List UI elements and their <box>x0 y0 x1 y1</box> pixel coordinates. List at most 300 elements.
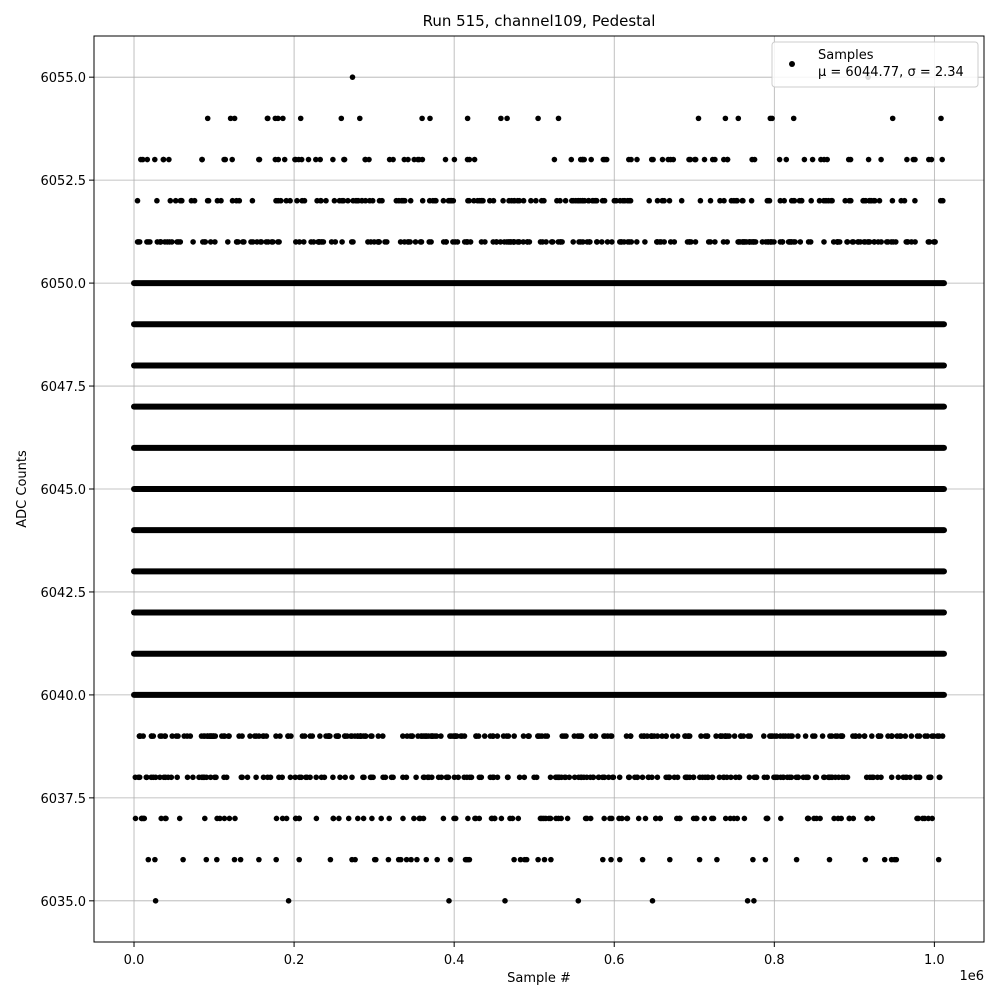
sample-point <box>250 198 256 204</box>
sample-point <box>844 239 850 245</box>
sample-point <box>893 239 899 245</box>
sample-point <box>180 857 186 863</box>
sample-point <box>151 733 157 739</box>
sample-point <box>434 857 440 863</box>
sample-point <box>276 239 282 245</box>
sample-point <box>763 857 769 863</box>
sample-point <box>795 774 801 780</box>
sample-point <box>687 733 693 739</box>
sample-point <box>234 239 240 245</box>
sample-point <box>580 157 586 163</box>
sample-point <box>479 774 485 780</box>
sample-point <box>657 816 663 822</box>
sample-point <box>922 733 928 739</box>
sample-point <box>350 239 356 245</box>
sample-point <box>697 774 703 780</box>
sample-point <box>752 239 758 245</box>
sample-point <box>617 857 623 863</box>
sample-point <box>377 198 383 204</box>
sample-point <box>649 157 655 163</box>
sample-point <box>452 157 458 163</box>
sample-point <box>848 198 854 204</box>
sample-point <box>732 733 738 739</box>
sample-point <box>588 774 594 780</box>
sample-point <box>558 239 564 245</box>
sample-point <box>185 774 191 780</box>
sample-point <box>575 733 581 739</box>
sample-point <box>429 774 435 780</box>
sample-point <box>634 239 640 245</box>
sample-point <box>838 816 844 822</box>
sample-point <box>624 816 630 822</box>
sample-point <box>691 774 697 780</box>
sample-point <box>245 774 251 780</box>
x-tick-label: 0.4 <box>443 953 465 968</box>
sample-point <box>863 857 869 863</box>
sample-point <box>448 198 454 204</box>
sample-point <box>146 857 152 863</box>
sample-point <box>871 239 877 245</box>
sample-point <box>232 857 238 863</box>
sample-point <box>655 198 661 204</box>
sample-point <box>660 157 666 163</box>
sample-point <box>461 774 467 780</box>
sample-point <box>663 733 669 739</box>
sample-point <box>561 733 567 739</box>
sample-point <box>770 733 776 739</box>
sample-point <box>313 157 319 163</box>
sample-point <box>169 774 175 780</box>
sample-point <box>692 157 698 163</box>
sample-point <box>747 774 753 780</box>
sample-point <box>232 816 238 822</box>
sample-point <box>401 198 407 204</box>
sample-point <box>784 157 790 163</box>
x-tick-label: 0.2 <box>283 953 305 968</box>
sample-point <box>516 239 522 245</box>
sample-point <box>250 239 256 245</box>
sample-point <box>535 116 541 122</box>
sample-point <box>818 157 824 163</box>
sample-point <box>200 774 206 780</box>
sample-point <box>370 198 376 204</box>
sample-point <box>226 733 232 739</box>
sample-point <box>912 157 918 163</box>
sample-point <box>359 198 365 204</box>
legend-stats: μ = 6044.77, σ = 2.34 <box>818 65 964 80</box>
sample-point <box>708 198 714 204</box>
sample-point <box>882 857 888 863</box>
sample-point <box>346 816 352 822</box>
sample-point <box>296 857 302 863</box>
sample-point <box>298 116 304 122</box>
sample-point <box>594 239 600 245</box>
sample-point <box>360 774 366 780</box>
sample-point <box>789 198 795 204</box>
sample-point <box>878 733 884 739</box>
sample-point <box>293 157 299 163</box>
sample-point <box>405 157 411 163</box>
sample-point <box>202 816 208 822</box>
sample-point <box>813 774 819 780</box>
sample-point <box>650 898 656 904</box>
sample-point <box>912 198 918 204</box>
sample-point <box>632 774 638 780</box>
sample-point <box>702 816 708 822</box>
sample-point <box>330 816 336 822</box>
sample-point <box>607 816 613 822</box>
sample-point <box>168 198 174 204</box>
sample-point <box>640 857 646 863</box>
sample-point <box>390 774 396 780</box>
sample-point <box>217 816 223 822</box>
sample-point <box>905 239 911 245</box>
sample-point <box>831 816 837 822</box>
sample-point <box>827 857 833 863</box>
sample-point <box>708 239 714 245</box>
sample-point <box>236 733 242 739</box>
sample-point <box>697 857 703 863</box>
sample-point <box>341 198 347 204</box>
sample-point <box>525 733 531 739</box>
sample-point <box>909 733 915 739</box>
sample-point <box>465 816 471 822</box>
sample-point <box>550 239 556 245</box>
sample-point <box>684 774 690 780</box>
sample-point <box>808 239 814 245</box>
sample-point <box>745 898 751 904</box>
sample-point <box>562 774 568 780</box>
sample-point <box>583 816 589 822</box>
sample-point <box>350 74 356 80</box>
sample-point <box>871 198 877 204</box>
sample-point <box>446 898 452 904</box>
sample-point <box>372 857 378 863</box>
sample-point <box>390 157 396 163</box>
sample-point <box>278 198 284 204</box>
sample-point <box>589 733 595 739</box>
sample-point <box>369 774 375 780</box>
sample-point <box>376 239 382 245</box>
sample-point <box>516 816 522 822</box>
sample-point <box>677 816 683 822</box>
sample-point <box>452 239 458 245</box>
sample-point <box>415 733 421 739</box>
sample-point <box>570 239 576 245</box>
sample-point <box>511 857 517 863</box>
sample-point <box>726 733 732 739</box>
sample-point <box>348 733 354 739</box>
y-tick-label: 6052.5 <box>40 174 86 190</box>
sample-point <box>286 898 292 904</box>
sample-point <box>313 774 319 780</box>
sample-point <box>624 733 630 739</box>
sample-point <box>208 733 214 739</box>
x-tick-label: 0.8 <box>763 953 785 968</box>
sample-point <box>421 774 427 780</box>
sample-point <box>421 733 427 739</box>
sample-point <box>898 198 904 204</box>
sample-point <box>176 239 182 245</box>
sample-point <box>926 157 932 163</box>
sample-point <box>462 239 468 245</box>
sample-point <box>640 774 646 780</box>
sample-point <box>489 816 495 822</box>
sample-point <box>511 239 517 245</box>
sample-point <box>330 157 336 163</box>
sample-point <box>741 239 747 245</box>
sample-point <box>261 733 267 739</box>
sample-point <box>417 816 423 822</box>
sample-point <box>175 733 181 739</box>
sample-point <box>869 733 875 739</box>
sample-point <box>265 116 271 122</box>
sample-point <box>705 774 711 780</box>
sample-point <box>768 239 774 245</box>
sample-point <box>432 198 438 204</box>
sample-point <box>619 816 625 822</box>
sample-point <box>717 774 723 780</box>
legend <box>772 42 978 87</box>
sample-point <box>504 733 510 739</box>
sample-point <box>205 198 211 204</box>
sample-point <box>749 157 755 163</box>
sample-point <box>668 157 674 163</box>
sample-point <box>190 239 196 245</box>
sample-point <box>914 816 920 822</box>
sample-point <box>152 157 158 163</box>
sample-point <box>339 239 345 245</box>
sample-point <box>491 774 497 780</box>
sample-point <box>386 857 392 863</box>
sample-point <box>920 816 926 822</box>
sample-point <box>365 239 371 245</box>
sample-point <box>648 733 654 739</box>
sample-point <box>369 816 375 822</box>
sample-point <box>593 198 599 204</box>
sample-point <box>929 816 935 822</box>
sample-point <box>428 239 434 245</box>
sample-point <box>889 774 895 780</box>
sample-point <box>821 239 827 245</box>
sample-point <box>862 733 868 739</box>
sample-point <box>851 239 857 245</box>
sample-point <box>596 774 602 780</box>
sample-point <box>163 774 169 780</box>
sample-point <box>253 733 259 739</box>
sample-point <box>436 774 442 780</box>
sample-point <box>890 116 896 122</box>
sample-point <box>408 198 414 204</box>
sample-point <box>465 116 471 122</box>
sample-point <box>556 116 562 122</box>
sample-point <box>413 239 419 245</box>
sample-point <box>875 774 881 780</box>
sample-point <box>280 116 286 122</box>
sample-point <box>369 733 375 739</box>
sample-point <box>576 898 582 904</box>
sample-point <box>578 198 584 204</box>
sample-point <box>626 774 632 780</box>
sample-point <box>366 157 372 163</box>
sample-point <box>190 774 196 780</box>
sample-point <box>494 239 500 245</box>
sample-point <box>667 857 673 863</box>
sample-point <box>404 857 410 863</box>
sample-point <box>293 239 299 245</box>
sample-point <box>814 816 820 822</box>
sample-point <box>728 774 734 780</box>
sample-point <box>777 157 783 163</box>
sample-point <box>655 733 661 739</box>
sample-point <box>208 239 214 245</box>
sample-point <box>256 157 262 163</box>
sample-point <box>576 239 582 245</box>
sample-point <box>473 733 479 739</box>
sample-point <box>504 116 510 122</box>
sample-point <box>639 733 645 739</box>
sample-point <box>189 198 195 204</box>
sample-point <box>414 857 420 863</box>
sample-point <box>419 239 425 245</box>
sample-point <box>296 816 302 822</box>
sample-point <box>672 239 678 245</box>
sample-point <box>329 239 335 245</box>
sample-point <box>601 816 607 822</box>
y-tick-label: 6037.5 <box>40 791 86 807</box>
sample-point <box>842 198 848 204</box>
sample-point <box>454 733 460 739</box>
sample-point <box>199 157 205 163</box>
sample-point <box>738 733 744 739</box>
sample-point <box>350 198 356 204</box>
sample-point <box>548 857 554 863</box>
sample-point <box>157 239 163 245</box>
sample-point <box>794 857 800 863</box>
sample-point <box>599 239 605 245</box>
y-tick-label: 6055.0 <box>40 71 86 87</box>
sample-point <box>752 774 758 780</box>
sample-point <box>915 733 921 739</box>
sample-point <box>626 157 632 163</box>
sample-point <box>166 157 172 163</box>
sample-point <box>939 157 945 163</box>
sample-point <box>718 733 724 739</box>
sample-point <box>785 774 791 780</box>
sample-point <box>733 198 739 204</box>
sample-point <box>152 857 158 863</box>
sample-point <box>337 774 343 780</box>
sample-point <box>540 239 546 245</box>
sample-point <box>605 239 611 245</box>
sample-point <box>721 198 727 204</box>
sample-point <box>247 733 253 739</box>
y-axis-label: ADC Counts <box>15 450 30 528</box>
sample-point <box>135 198 141 204</box>
sample-point <box>349 774 355 780</box>
sample-point <box>323 198 329 204</box>
sample-point <box>280 816 286 822</box>
sample-point <box>227 816 233 822</box>
sample-point <box>620 198 626 204</box>
sample-point <box>714 857 720 863</box>
sample-point <box>685 239 691 245</box>
sample-point <box>328 857 334 863</box>
sample-point <box>225 239 231 245</box>
sample-point <box>466 198 472 204</box>
sample-point <box>204 857 210 863</box>
sample-point <box>903 774 909 780</box>
sample-point <box>747 733 753 739</box>
sample-point <box>765 198 771 204</box>
sample-point <box>904 157 910 163</box>
sample-point <box>646 198 652 204</box>
sample-point <box>448 857 454 863</box>
sample-point <box>330 774 336 780</box>
sample-point <box>667 198 673 204</box>
sample-point <box>791 116 797 122</box>
sample-point <box>319 774 325 780</box>
sample-point <box>411 816 417 822</box>
sample-point <box>775 774 781 780</box>
sample-point <box>336 816 342 822</box>
sample-point <box>938 116 944 122</box>
sample-point <box>510 816 516 822</box>
sample-point <box>258 239 264 245</box>
sample-point <box>750 857 756 863</box>
sample-point <box>711 816 717 822</box>
sample-point <box>480 198 486 204</box>
legend-marker <box>789 61 795 67</box>
sample-point <box>694 816 700 822</box>
legend-entry: Samples <box>818 48 874 63</box>
sample-point <box>357 116 363 122</box>
sample-point <box>552 157 558 163</box>
sample-point <box>177 816 183 822</box>
sample-point <box>465 157 471 163</box>
sample-point <box>341 157 347 163</box>
sample-point <box>505 774 511 780</box>
sample-point <box>864 816 870 822</box>
sample-point <box>273 198 279 204</box>
sample-point <box>889 733 895 739</box>
sample-point <box>273 857 279 863</box>
x-tick-label: 0.6 <box>603 953 625 968</box>
sample-point <box>842 774 848 780</box>
sample-point <box>410 733 416 739</box>
sample-point <box>693 239 699 245</box>
sample-point <box>731 816 737 822</box>
sample-point <box>482 733 488 739</box>
sample-point <box>866 157 872 163</box>
sample-point <box>238 857 244 863</box>
sample-point <box>265 774 271 780</box>
sample-point <box>413 774 419 780</box>
sample-point <box>861 239 867 245</box>
sample-point <box>310 733 316 739</box>
sample-point <box>602 198 608 204</box>
sample-point <box>643 816 649 822</box>
sample-point <box>411 157 417 163</box>
sample-point <box>586 198 592 204</box>
sample-point <box>304 774 310 780</box>
sample-point <box>587 239 593 245</box>
chart-title: Run 515, channel109, Pedestal <box>422 12 656 30</box>
sample-point <box>419 116 425 122</box>
sample-point <box>789 733 795 739</box>
sample-point <box>137 733 143 739</box>
sample-point <box>441 198 447 204</box>
